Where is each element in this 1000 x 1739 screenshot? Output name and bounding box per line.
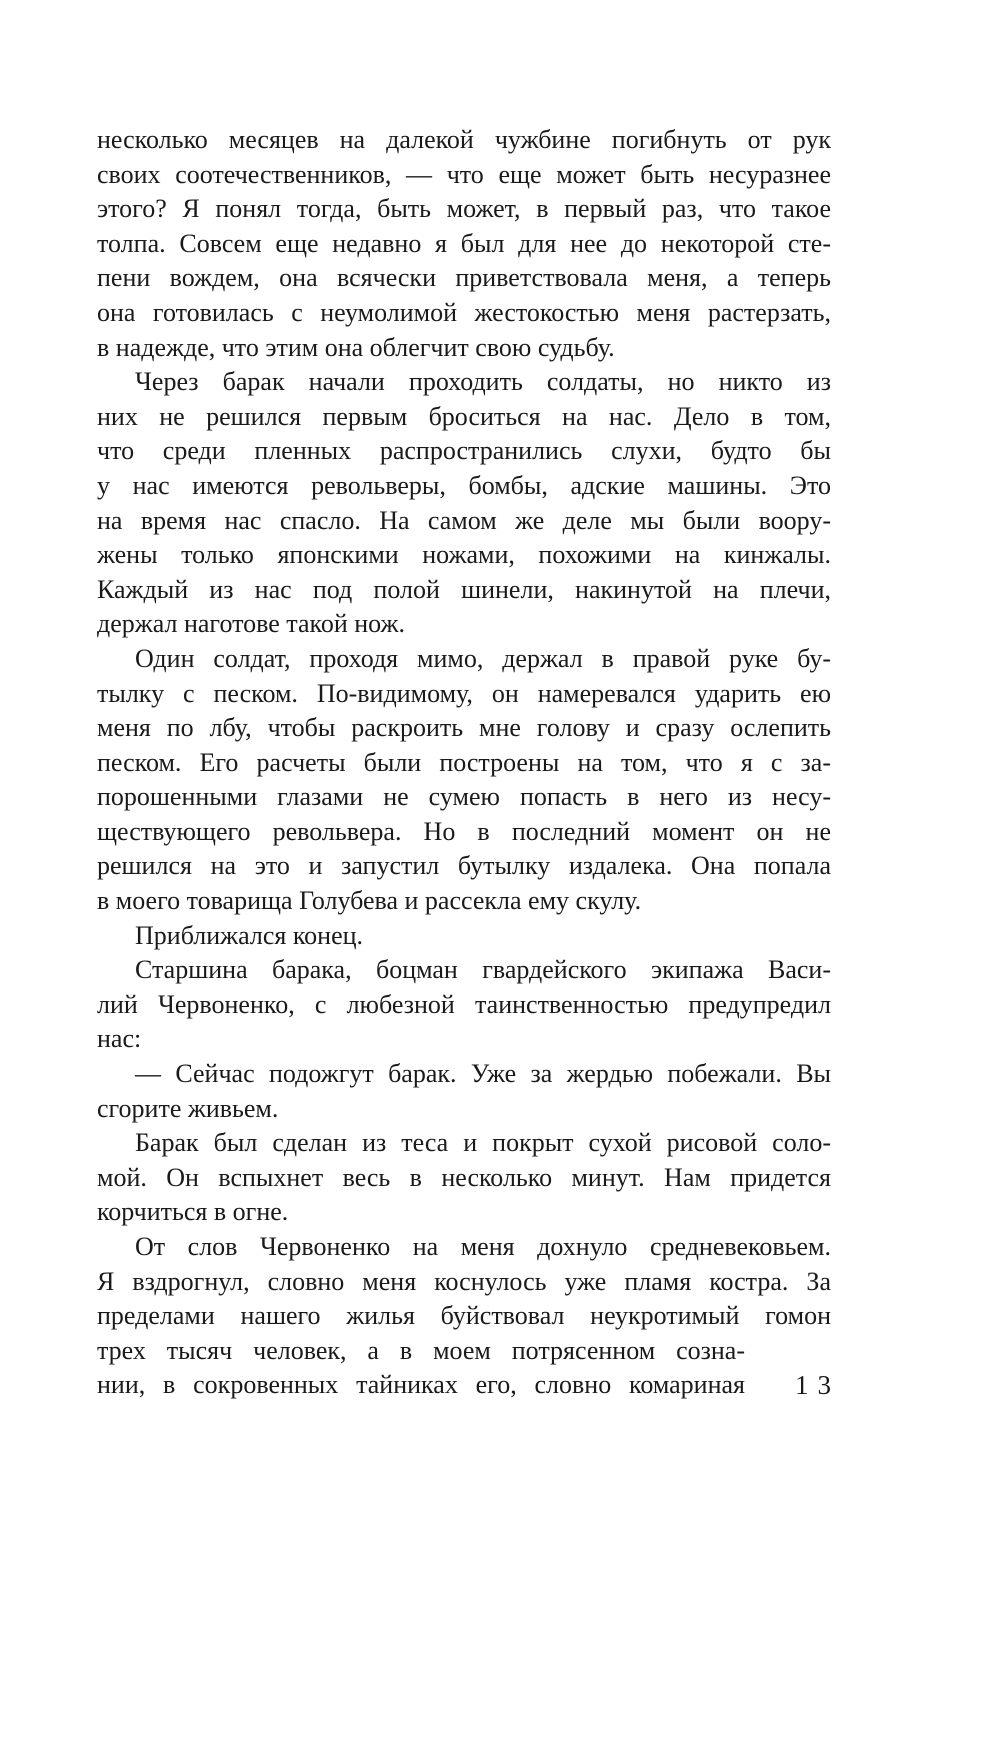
text-line: на время нас спасло. На самом же деле мы были воору- bbox=[97, 505, 831, 535]
text-line: этого? Я понял тогда, быть может, в первый раз, что такое bbox=[97, 194, 831, 224]
page-number: 13 bbox=[795, 1370, 840, 1401]
text-line: Старшина барака, боцман гвардейского экипажа Васи- bbox=[135, 955, 831, 985]
text-line: — Сейчас подожгут барак. Уже за жердью побежали. Вы bbox=[135, 1059, 831, 1089]
text-line: она готовилась с неумолимой жестокостью меня растерзать, bbox=[97, 297, 831, 327]
text-line: Я вздрогнул, словно меня коснулось уже пламя костра. За bbox=[97, 1266, 831, 1296]
text-line: тылку с песком. По-видимому, он намеревался ударить ею bbox=[97, 678, 831, 708]
text-line: сгорите живьем. bbox=[97, 1093, 279, 1123]
text-line: что среди пленных распространились слухи, будто бы bbox=[97, 436, 831, 466]
text-line: порошенными глазами не сумею попасть в него из несу- bbox=[97, 782, 831, 812]
text-line: Один солдат, проходя мимо, держал в правой руке бу- bbox=[135, 643, 831, 673]
text-line: меня по лбу, чтобы раскроить мне голову и сразу ослепить bbox=[97, 713, 831, 743]
book-page bbox=[0, 123, 1000, 1739]
paragraph bbox=[97, 123, 831, 365]
text-line: держал наготове такой нож. bbox=[97, 609, 405, 639]
text-line: пени вождем, она всячески приветствовала меня, а теперь bbox=[97, 263, 831, 293]
text-line: в надежде, что этим она облегчит свою судьбу. bbox=[97, 332, 615, 362]
text-line: них не решился первым броситься на нас. Дело в том, bbox=[97, 401, 831, 431]
text-line: пределами нашего жилья буйствовал неукротимый гомон bbox=[97, 1301, 831, 1331]
paragraph bbox=[97, 919, 831, 954]
text-line: нии, в сокровенных тайниках его, словно комариная bbox=[97, 1370, 745, 1400]
text-line: своих соотечественников, — что еще может быть несуразнее bbox=[97, 159, 831, 189]
text-line: песком. Его расчеты были построены на том, что я с за- bbox=[97, 747, 831, 777]
paragraph bbox=[97, 642, 831, 919]
text-line: у нас имеются револьверы, бомбы, адские машины. Это bbox=[97, 470, 831, 500]
text-line: в моего товарища Голубева и рассекла ему скулу. bbox=[97, 886, 642, 916]
text-line: трех тысяч человек, а в моем потрясенном созна- bbox=[97, 1335, 745, 1365]
paragraph bbox=[97, 1057, 831, 1126]
text-line: Каждый из нас под полой шинели, накинутой на плечи, bbox=[97, 574, 831, 604]
text-line: мой. Он вспыхнет весь в несколько минут. Нам придется bbox=[97, 1162, 831, 1192]
paragraph bbox=[97, 953, 831, 1057]
text-line: Барак был сделан из теса и покрыт сухой рисовой соло- bbox=[135, 1128, 831, 1158]
text-line: корчиться в огне. bbox=[97, 1197, 289, 1227]
text-line: Через барак начали проходить солдаты, но никто из bbox=[135, 367, 831, 397]
paragraph bbox=[97, 1230, 831, 1403]
text-line: От слов Червоненко на меня дохнуло средневековьем. bbox=[135, 1232, 831, 1261]
text-line: нас: bbox=[97, 1024, 142, 1054]
text-line: лий Червоненко, с любезной таинственностью предупредил bbox=[97, 989, 831, 1019]
text-line: жены только японскими ножами, похожими на кинжалы. bbox=[97, 540, 831, 570]
text-line: решился на это и запустил бутылку издалека. Она попала bbox=[97, 851, 831, 881]
paragraph bbox=[97, 365, 831, 642]
text-line: несколько месяцев на далекой чужбине погибнуть от рук bbox=[97, 125, 831, 154]
page-text bbox=[97, 123, 840, 1403]
text-line: Приближался конец. bbox=[135, 920, 364, 950]
text-line: толпа. Совсем еще недавно я был для нее до некоторой сте- bbox=[97, 228, 831, 258]
paragraph bbox=[97, 1126, 831, 1230]
text-line: ществующего револьвера. Но в последний момент он не bbox=[97, 816, 831, 846]
